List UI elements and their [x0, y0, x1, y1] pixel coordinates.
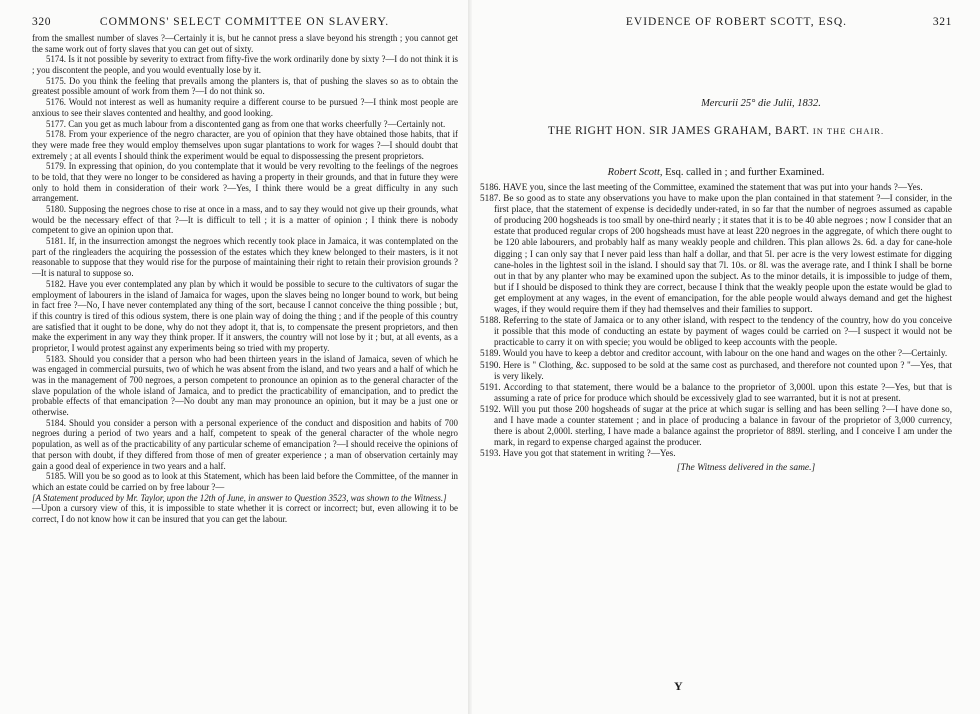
- left-opening: from the smallest number of slaves ?—Certainly it is, but he cannot press a slave beyond his strength ; you cannot get the same work out of forty slaves that you can get out of sixty.: [32, 33, 458, 54]
- question-5179: 5179. In expressing that opinion, do you contemplate that it would be very revolting to the feelings of the negroes to be told, that they were no longer to be considered as having a property in their grounds, and that in future they were only to hold them in consideration of their work ?—Yes, I think there would be a great difficulty in any such arrangement.: [32, 161, 458, 204]
- question-5183: 5183. Should you consider that a person who had been thirteen years in the island of Jamaica, seven of which he was engaged in commercial pursuits, two of which he was absent from the island, and two years and a half of which he was in the management of 700 negroes, a person competent to pronounce an opinion as to the general character of the slave population of the whole island of Jamaica, and to predict the practicability of emancipation, and to predict the probable effects of that emancipation ?—No doubt any man may pronounce an opinion, but it may be a just one or otherwise.: [32, 353, 458, 418]
- question-5178: 5178. From your experience of the negro character, are you of opinion that they have obtained those habits, that if they were made free they would employ themselves upon sugar plantations to work for wages ?—I should doubt that extremely ; at all events I should think the experiment would be equal to dispossessing the present proprietors.: [32, 129, 458, 161]
- question-5192: 5192. Will you put those 200 hogsheads of sugar at the price at which sugar is selling and has been selling ?—I have done so, and I have made a counter statement ; and in place of producing a balance in favour of the proprietor of 3,000 currency, there is about 2,000l. sterling, I have made a balance against the proprietor of 889l. sterling, and I conceive I am under the mark, in regard to expense charged against the producer.: [480, 403, 952, 448]
- question-5180: 5180. Supposing the negroes chose to rise at once in a mass, and to say they would not give up their grounds, what would be the necessary effect of that ?—It is difficult to tell ; it is a matter of opinion ; I think there is nobody competent to give an opinion upon that.: [32, 204, 458, 236]
- right-body: [480, 182, 952, 459]
- question-5184: 5184. Should you consider a person with a personal experience of the conduct and disposition and habits of 700 negroes during a period of two years and a half, competent to speak of the general character of the whole negro population, as well as of the practicability of any particular scheme of emancipation ?—I should receive the opinions of that person with doubt, if they differed from those of men of greater experience ; a man of observation certainly may gain a good deal of experience in two years and a half.: [32, 417, 458, 471]
- witness-line: [480, 167, 952, 178]
- right-page: [470, 0, 980, 714]
- question-5190: 5190. Here is " Clothing, &c. supposed to be sold at the same cost as purchased, and therefore not counted upon ? "—Yes, that is very likely.: [480, 359, 952, 381]
- question-5176: 5176. Would not interest as well as humanity require a different course to be pursued ?—I think most people are anxious to see their slaves contented and healthy, and good looking.: [32, 97, 458, 118]
- question-5188: 5188. Referring to the state of Jamaica or to any other island, with respect to the tendency of the country, how do you conceive it possible that this mode of conducting an estate by payment of wages could be carried on ?—I suspect it would not be practicable to carry it on with specie; you would be obliged to keep accounts with the people.: [480, 315, 952, 348]
- right-running-header: [480, 16, 952, 28]
- left-page: [0, 0, 470, 714]
- left-closing: —Upon a cursory view of this, it is impossible to state whether it is correct or incorrect; but, even allowing it to be correct, I do not know how it can be insured that you can get the labour.: [32, 503, 458, 524]
- question-5187: 5187. Be so good as to state any observations you have to make upon the plan contained in that statement ?—I consider, in the first place, that the statement of expense is decidedly under-rated, in so far that the number of negroes assumed as capable of producing 200 hogsheads is too small by one-third nearly ; it states that it is to be 40 able negroes ; now I consider that an estate that produced regular crops of 200 hogsheads must have at least 220 negroes in the aggregate, of which there ought to be 120 able labourers, and probably half as many weakly people and children. This plan allows 2s. 6d. a day for cane-hole digging ; I can only say that I never paid less than half a dollar, and that 5l. per acre is the very lowest estimate for digging cane-holes in the lightest soil in the island. I should say that 7l. 10s. or 8l. was the average rate, and I think I shall be borne out in that by any planter who may be examined upon the subject. As to the minor details, it is impossible to judge of them, but if I should be disposed to think they are correct, because I think that the weakly people upon the estate would be glad to get employment at any wages, in the event of emancipation, for the able people would always demand and get the highest wages, if they would require them if they had themselves and their families to support.: [480, 193, 952, 315]
- witness-delivered-note: [The Witness delivered in the same.]: [676, 463, 816, 474]
- session-date: Mercurii 25° die Julii, 1832.: [701, 98, 821, 109]
- question-5185: 5185. Will you be so good as to look at this Statement, which has been laid before the Committee, of the manner in which an estate could be carried on by free labour ?—: [32, 471, 458, 492]
- question-5186: 5186. HAVE you, since the last meeting of the Committee, examined the statement that was put into your hands ?—Yes.: [480, 182, 923, 192]
- signature-mark: Y: [674, 679, 683, 693]
- chair-name: THE RIGHT HON. SIR JAMES GRAHAM, BART.: [547, 125, 810, 137]
- witness-name: Robert Scott,: [607, 167, 663, 178]
- question-5177: 5177. Can you get as much labour from a discontented gang as from one that works cheerfully ?—Certainly not.: [46, 118, 446, 129]
- statement-note: [A Statement produced by Mr. Taylor, upon the 12th of June, in answer to Question 3523, was shown to the Witness.]: [32, 492, 447, 503]
- chair-suffix: IN THE CHAIR.: [812, 126, 885, 136]
- question-5191: 5191. According to that statement, there would be a balance to the proprietor of 3,000l. upon this estate ?—Yes, but that is assuming a rate of price for produce which should be excessively glad to see warranted, but it is not at present.: [480, 381, 952, 403]
- right-page-number: 321: [932, 16, 952, 28]
- question-5181: 5181. If, in the insurrection amongst the negroes which recently took place in Jamaica, it was contemplated on the part of the ringleaders the acquiring the possession of the estates which they knew belonged to their masters, is it not reasonable to suppose that they would rise for the purpose of maintaining their right to retain their provision grounds ?—It is natural to suppose so.: [32, 236, 458, 279]
- witness-rest: Esq. called in ; and further Examined.: [665, 167, 825, 178]
- right-header-title: EVIDENCE OF ROBERT SCOTT, ESQ.: [625, 16, 848, 28]
- left-header-title: COMMONS' SELECT COMMITTEE ON SLAVERY.: [99, 16, 390, 28]
- question-5175: 5175. Do you think the feeling that prevails among the planters is, that of pushing the slaves so as to obtain the greatest possible amount of work from them ?—I do not think so.: [32, 75, 458, 97]
- question-5182: 5182. Have you ever contemplated any plan by which it would be possible to secure to the cultivators of sugar the employment of labourers in the island of Jamaica for wages, upon the slaves being no longer bound to work, but being in fact free ?—No, I have never contemplated any thing of the sort, because I cannot conceive the thing possible ; but, if this country is tired of this odious system, there is one plain way of doing the thing ; and if the people of this country are satisfied that it ought to be done, why do not they adopt it, that is, to compensate the present proprietors, and then make the experiment in any way they think proper. If it answers, the country will not lose by it ; but, at all events, as a proprietor, I would protest against any experiments being so tried with my property.: [32, 278, 458, 353]
- question-5193: 5193. Have you got that statement in writing ?—Yes.: [480, 448, 676, 459]
- left-body: [32, 33, 458, 525]
- chair-line: [480, 125, 952, 137]
- question-5189: 5189. Would you have to keep a debtor and creditor account, with labour on the one hand and wages on the other ?—Certainly.: [480, 348, 948, 359]
- question-5174: 5174. Is it not possible by severity to extract from fifty-five the work ordinarily done by sixty ?—I do not think it is ; you discontent the people, and you would eventually lose by it.: [32, 54, 458, 76]
- left-page-number: 320: [32, 16, 52, 28]
- left-running-header: [32, 16, 458, 28]
